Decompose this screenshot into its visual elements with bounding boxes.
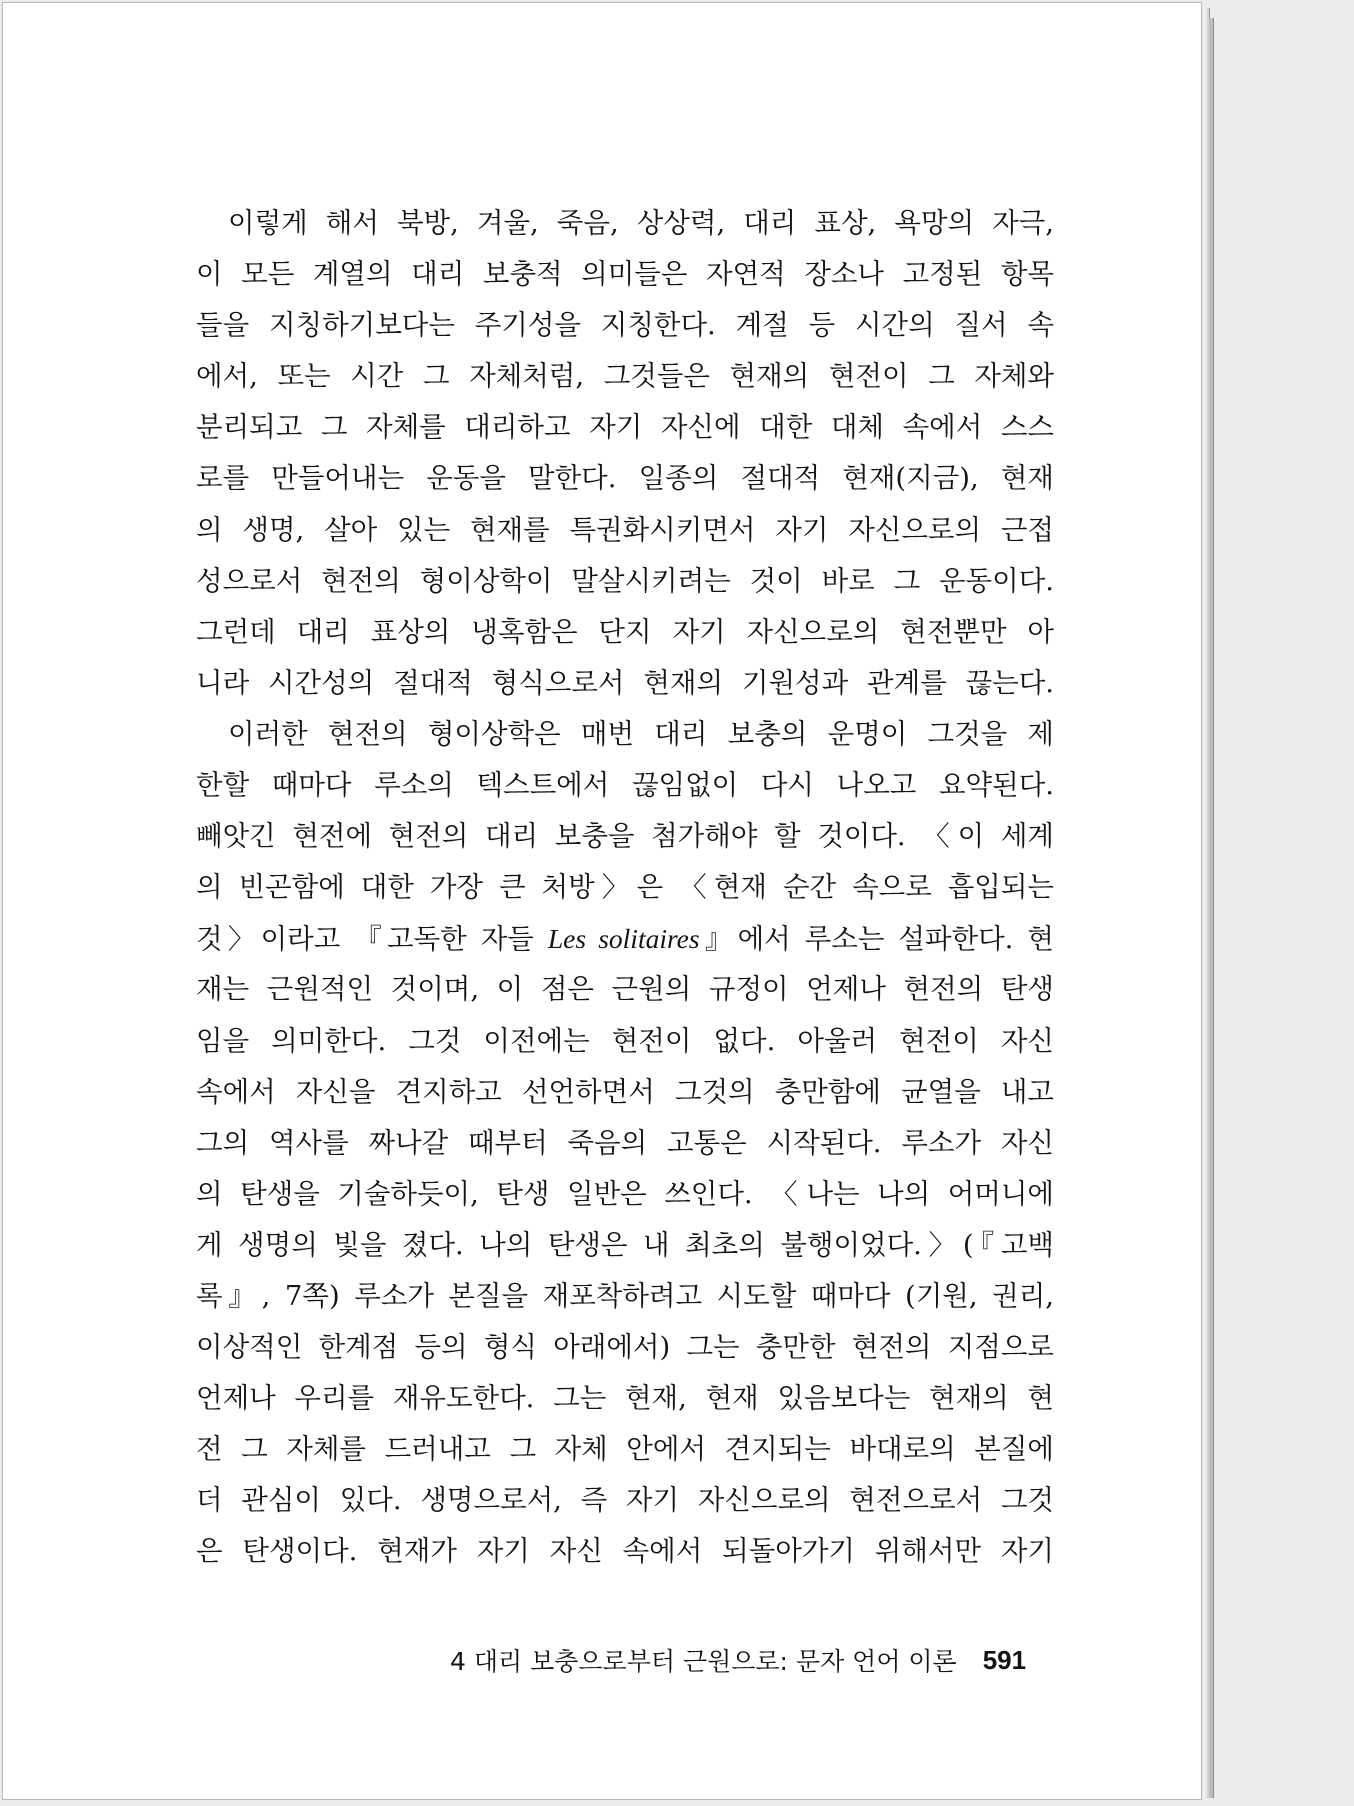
text-line: 재는 근원적인 것이며, 이 점은 근원의 규정이 언제나 현전의 탄생	[196, 973, 1054, 1006]
text-line: 분리되고 그 자체를 대리하고 자기 자신에 대한 대체 속에서 스스	[196, 411, 1054, 444]
text-line: 이렇게 해서 북방, 겨울, 죽음, 상상력, 대리 표상, 욕망의 자극,	[228, 207, 1054, 239]
text-line: 빼앗긴 현전에 현전의 대리 보충을 첨가해야 할 것이다. 〈이 세계	[196, 820, 1054, 853]
text-line: 에서, 또는 시간 그 자체처럼, 그것들은 현재의 현전이 그 자체와	[196, 360, 1054, 393]
text-line: 게 생명의 빛을 졌다. 나의 탄생은 내 최초의 불행이었다.〉(『고백	[196, 1228, 1054, 1261]
body-text	[196, 198, 1054, 1578]
text-line: 언제나 우리를 재유도한다. 그는 현재, 현재 있음보다는 현재의 현	[196, 1382, 1054, 1415]
running-head: 4 대리 보충으로부터 근원으로: 문자 언어 이론	[450, 1647, 957, 1676]
page-edge-back	[1209, 18, 1214, 1798]
text-line: 은 탄생이다. 현재가 자기 자신 속에서 되돌아가기 위해서만 자기	[196, 1535, 1054, 1568]
text-line: 록』, 7쪽) 루소가 본질을 재포착하려고 시도할 때마다 (기원, 권리,	[196, 1279, 1054, 1312]
text-line: 의 빈곤함에 대한 가장 큰 처방〉은 〈현재 순간 속으로 흡입되는	[196, 871, 1054, 904]
page-footer	[450, 1640, 1026, 1680]
text-line: 더 관심이 있다. 생명으로서, 즉 자기 자신으로의 현전으로서 그것	[196, 1484, 1054, 1517]
text-line: 로를 만들어내는 운동을 말한다. 일종의 절대적 현재(지금), 현재	[196, 462, 1054, 495]
text-line: 그런데 대리 표상의 냉혹함은 단지 자기 자신으로의 현전뿐만 아	[196, 615, 1054, 648]
text-line: 의 탄생을 기술하듯이, 탄생 일반은 쓰인다. 〈나는 나의 어머니에	[196, 1177, 1054, 1210]
text-line: 그의 역사를 짜나갈 때부터 죽음의 고통은 시작된다. 루소가 자신	[196, 1126, 1054, 1159]
italic-title: Les solitaires	[547, 923, 700, 955]
text-line: 전 그 자체를 드러내고 그 자체 안에서 견지되는 바대로의 본질에	[196, 1433, 1054, 1466]
page-number: 591	[982, 1644, 1027, 1675]
text-line: 이 모든 계열의 대리 보충적 의미들은 자연적 장소나 고정된 항목	[196, 258, 1054, 291]
text-line: 니라 시간성의 절대적 형식으로서 현재의 기원성과 관계를 끊는다.	[196, 666, 1054, 699]
text-line-with-title	[196, 913, 1054, 964]
text-line: 이러한 현전의 형이상학은 매번 대리 보충의 운명이 그것을 제	[228, 717, 1054, 750]
text-segment: 』에서 루소는 설파한다. 현	[699, 923, 1054, 956]
text-segment: 것〉이라고 『고독한 자들	[196, 923, 548, 956]
text-line: 속에서 자신을 견지하고 선언하면서 그것의 충만함에 균열을 내고	[196, 1075, 1054, 1108]
text-line: 한할 때마다 루소의 텍스트에서 끊임없이 다시 나오고 요약된다.	[196, 769, 1054, 802]
text-line: 의 생명, 살아 있는 현재를 특권화시키면서 자기 자신으로의 근접	[196, 513, 1054, 546]
text-line: 성으로서 현전의 형이상학이 말살시키려는 것이 바로 그 운동이다.	[196, 564, 1054, 597]
text-line: 들을 지칭하기보다는 주기성을 지칭한다. 계절 등 시간의 질서 속	[196, 309, 1054, 342]
text-line: 이상적인 한계점 등의 형식 아래에서) 그는 충만한 현전의 지점으로	[196, 1331, 1054, 1364]
text-line: 임을 의미한다. 그것 이전에는 현전이 없다. 아울러 현전이 자신	[196, 1024, 1054, 1057]
